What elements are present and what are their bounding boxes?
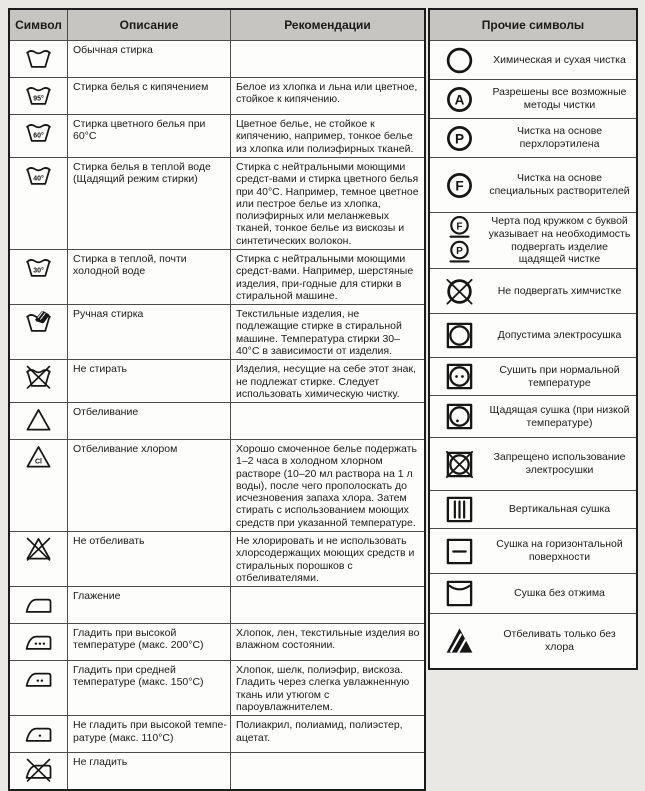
- recommendation-text: Хлопок, лен, текстильные изделия во влажном состоянии.: [236, 627, 420, 652]
- description-text: Гладить при высокой температуре (макс. 200°C): [73, 627, 204, 652]
- other-symbol-row: [430, 361, 636, 392]
- other-symbol-row: [430, 578, 636, 609]
- symbol-cell: [9, 403, 68, 440]
- table-row: [9, 158, 425, 250]
- other-symbol-row: [430, 123, 636, 154]
- other-symbol-row: [430, 449, 636, 480]
- other-symbol-cell: [430, 625, 488, 656]
- recommendation-cell: [231, 661, 426, 716]
- recommendation-text: Текстильные изделия, не подлежащие стирке в стиральной машине. Температура стирки 30–40°C в зависимости от изделия.: [236, 308, 402, 357]
- table-row: [429, 213, 637, 269]
- other-symbol-row: [430, 84, 636, 115]
- care-symbols-table: [8, 8, 426, 791]
- other-symbol-row: [430, 625, 636, 656]
- svg-text:P: P: [455, 246, 463, 257]
- description-cell: [68, 661, 231, 716]
- description-text: Отбеливание: [73, 406, 139, 419]
- recommendation-cell: [231, 532, 426, 587]
- description-text: Гладить при средней температуре (макс. 150°C): [73, 664, 204, 689]
- description-cell: [68, 41, 231, 78]
- table-row: [9, 41, 425, 78]
- iron-low-icon: [20, 719, 57, 747]
- symbol-cell: [9, 249, 68, 304]
- other-symbol-cell: [430, 449, 488, 480]
- column-header-description: Описание: [68, 9, 231, 41]
- table-row: [429, 396, 637, 438]
- other-symbol-row: [430, 320, 636, 351]
- recommendation-text: Стирка с нейтральными моющими средст-вами. Например, шерстяные изделия, при-годные для стирки в стиральной машине.: [236, 252, 414, 302]
- recommendation-cell: [231, 305, 426, 360]
- wash-tub-95-icon: [20, 81, 57, 109]
- symbol-cell: [9, 41, 68, 78]
- other-symbol-label: Не подвергать химчистке: [497, 284, 622, 297]
- do-not-tumble-dry-icon: [444, 449, 475, 480]
- table-row: [429, 314, 637, 358]
- table-row: [9, 753, 425, 791]
- other-symbol-row: [430, 401, 636, 432]
- recommendation-text: Стирка с нейтральными моющими средст-вами и стирка цветного белья при 40°C. Например, темное цветное или пестрое белье из хлопка, полиэфирных или меланжевых тканей, тонкое белье из вискозы и синтетических волокон.: [236, 161, 419, 247]
- symbol-cell: [9, 532, 68, 587]
- table-row: [429, 41, 637, 80]
- recommendation-cell: [231, 249, 426, 304]
- recommendation-cell: [231, 158, 426, 250]
- other-symbols-table: [428, 8, 638, 670]
- other-symbol-cell: [430, 123, 488, 154]
- description-cell: [68, 440, 231, 532]
- other-symbol-row: [430, 45, 636, 76]
- tumble-dry-allowed-icon: [444, 320, 475, 351]
- iron-icon: [20, 590, 57, 618]
- description-cell: [68, 249, 231, 304]
- column-header-symbol: Символ: [9, 9, 68, 41]
- other-symbol-cell: [430, 361, 488, 392]
- recommendation-text: Изделия, несущие на себе этот знак, не подлежат стирке. Следует использовать химическую чистку.: [236, 363, 416, 400]
- description-cell: [68, 158, 231, 250]
- other-symbol-label: Сушить при нормальной температуре: [499, 363, 620, 389]
- table-row: [429, 438, 637, 491]
- other-symbol-row: [430, 214, 636, 267]
- table-row: [9, 249, 425, 304]
- other-symbol-label: Сушка на горизонтальной поверхности: [496, 538, 623, 563]
- recommendation-text: Хлопок, шелк, полиэфир, вискоза. Гладить через слегка увлажненную ткань или утюгом с пароувлажнителем.: [236, 664, 410, 713]
- description-text: Не отбеливать: [73, 535, 145, 548]
- table-row: [429, 574, 637, 614]
- other-symbol-cell: [430, 84, 488, 115]
- other-symbol-label: Отбеливать только без хлора: [503, 628, 616, 653]
- column-header-other-symbols: Прочие символы: [429, 9, 637, 41]
- recommendation-text: Хорошо смоченное белье подержать 1–2 часа в холодном хлорном растворе (10–20 мл раствора на 1 л воды), после чего прополоскать до исчезновения запаха хлора. Затем стирать с использованием моющих средств при указанной температуре.: [236, 443, 417, 529]
- svg-text:F: F: [455, 221, 463, 233]
- recommendation-text: Не хлорировать и не использовать хлорсодержащих моющих средств и стиральных порошков с отбеливателями.: [236, 535, 415, 584]
- svg-text:95°: 95°: [33, 95, 44, 103]
- table-row: [9, 305, 425, 360]
- wash-tub-icon: [20, 44, 57, 72]
- symbol-cell: [9, 661, 68, 716]
- symbol-cell: [9, 440, 68, 532]
- description-cell: [68, 403, 231, 440]
- description-text: Отбеливание хлором: [73, 443, 178, 456]
- iron-high-icon: [20, 627, 57, 655]
- wash-tub-60-icon: [20, 118, 57, 146]
- other-symbol-label: Химическая и сухая чистка: [493, 53, 626, 66]
- table-row: [429, 358, 637, 396]
- other-symbol-cell: [430, 494, 488, 525]
- symbol-cell: [9, 360, 68, 403]
- do-not-bleach-icon: [20, 535, 57, 563]
- recommendation-text: Полиакрил, полиамид, полиэстер, ацетат.: [236, 719, 403, 744]
- description-cell: [68, 78, 231, 115]
- symbol-cell: [9, 624, 68, 661]
- dry-flat-icon: [444, 536, 475, 567]
- recommendation-text: Цветное белье, не стойкое к кипячению, например, тонкое белье из хлопка или полиэфирных тканей.: [236, 118, 414, 155]
- recommendation-cell: [231, 78, 426, 115]
- table-row: [429, 269, 637, 314]
- svg-text:60°: 60°: [33, 132, 44, 140]
- tumble-dry-normal-icon: [444, 361, 475, 392]
- description-text: Стирка белья в теплой воде (Щадящий режим стирки): [73, 161, 211, 186]
- svg-text:Cl: Cl: [35, 458, 42, 466]
- column-header-recommendations: Рекомендации: [231, 9, 426, 41]
- other-symbol-cell: [430, 578, 488, 609]
- other-symbol-label: Вертикальная сушка: [508, 503, 611, 516]
- description-text: Стирка цветного белья при 60°C: [73, 118, 206, 143]
- table-row: [9, 440, 425, 532]
- hand-wash-icon: [20, 308, 57, 336]
- drip-dry-icon: [444, 578, 475, 609]
- table-row: [429, 614, 637, 669]
- recommendation-cell: [231, 360, 426, 403]
- do-not-wash-icon: [20, 363, 57, 391]
- other-symbol-cell: [430, 401, 488, 432]
- bleach-icon: [20, 406, 57, 434]
- recommendation-text: Белое из хлопка и льна или цветное, стойкое к кипячению.: [236, 81, 418, 106]
- svg-text:F: F: [454, 178, 464, 194]
- table-row: [9, 403, 425, 440]
- description-cell: [68, 624, 231, 661]
- other-symbol-label: Разрешены все возможные методы чистки: [492, 86, 627, 111]
- svg-text:30°: 30°: [33, 267, 44, 275]
- description-cell: [68, 587, 231, 624]
- symbol-cell: [9, 753, 68, 791]
- table-row: [9, 360, 425, 403]
- symbol-cell: [9, 305, 68, 360]
- description-cell: [68, 753, 231, 791]
- other-symbol-label: Чистка на основе специальных растворителей: [489, 172, 630, 197]
- table-header-row: [9, 9, 425, 41]
- other-symbol-row: [430, 170, 636, 201]
- symbol-cell: [9, 587, 68, 624]
- tumble-dry-low-icon: [444, 401, 475, 432]
- table-header-row: [429, 9, 637, 41]
- symbol-cell: [9, 716, 68, 753]
- table-row: [9, 624, 425, 661]
- other-symbol-label: Щадящая сушка (при низкой температуре): [489, 403, 630, 429]
- iron-medium-icon: [20, 664, 57, 692]
- description-cell: [68, 360, 231, 403]
- table-row: [9, 115, 425, 158]
- description-text: Глажение: [73, 590, 121, 603]
- recommendation-cell: [231, 587, 426, 624]
- description-text: Стирка в теплой, почти холодной воде: [73, 252, 187, 278]
- other-symbol-cell: [430, 276, 488, 307]
- recommendation-cell: [231, 753, 426, 791]
- table-row: [9, 78, 425, 115]
- table-row: [9, 716, 425, 753]
- svg-text:P: P: [454, 131, 464, 147]
- line-dry-icon: [444, 494, 475, 525]
- table-row: [429, 80, 637, 119]
- other-symbol-cell: [430, 320, 488, 351]
- chlorine-bleach-icon: [20, 443, 57, 471]
- description-cell: [68, 115, 231, 158]
- table-row: [429, 529, 637, 574]
- recommendation-cell: [231, 716, 426, 753]
- other-symbol-row: [430, 276, 636, 307]
- dry-clean-any-icon: [444, 84, 475, 115]
- description-text: Не гладить при высокой темпе-ратуре (макс. 110°C): [73, 719, 227, 744]
- description-text: Не стирать: [73, 363, 127, 376]
- table-row: [429, 158, 637, 213]
- svg-text:40°: 40°: [33, 175, 44, 183]
- table-row: [429, 119, 637, 158]
- table-row: [429, 491, 637, 529]
- dry-clean-p-icon: [444, 123, 475, 154]
- svg-text:A: A: [454, 92, 464, 108]
- recommendation-cell: [231, 440, 426, 532]
- other-symbol-label: Запрещено использование электросушки: [493, 451, 626, 476]
- description-text: Обычная стирка: [73, 44, 153, 56]
- other-symbol-cell: [430, 45, 488, 76]
- other-symbol-cell: [430, 214, 488, 267]
- dry-clean-icon: [444, 45, 475, 76]
- other-symbol-row: [430, 536, 636, 567]
- dry-clean-f-icon: [444, 170, 475, 201]
- other-symbol-label: Чистка на основе перхлорэтилена: [516, 125, 603, 150]
- dry-clean-gentle-fp-icon: [446, 214, 473, 267]
- recommendation-cell: [231, 624, 426, 661]
- table-row: [9, 532, 425, 587]
- table-row: [9, 587, 425, 624]
- recommendation-cell: [231, 41, 426, 78]
- recommendation-cell: [231, 403, 426, 440]
- description-cell: [68, 716, 231, 753]
- description-cell: [68, 305, 231, 360]
- other-symbol-label: Сушка без отжима: [514, 587, 605, 600]
- symbol-cell: [9, 158, 68, 250]
- other-symbol-label: Черта под кружком с буквой указывает на необходимость подвергать изделие щадящей чистке: [488, 215, 631, 266]
- do-not-dry-clean-icon: [444, 276, 475, 307]
- do-not-iron-icon: [20, 756, 57, 784]
- other-symbol-row: [430, 494, 636, 525]
- recommendation-cell: [231, 115, 426, 158]
- description-cell: [68, 532, 231, 587]
- wash-tub-30-icon: [20, 253, 57, 281]
- description-text: Стирка белья с кипячением: [73, 81, 209, 93]
- other-symbol-cell: [430, 170, 488, 201]
- other-symbol-label: Допустима электросушка: [497, 329, 622, 342]
- symbol-cell: [9, 78, 68, 115]
- symbol-cell: [9, 115, 68, 158]
- wash-tub-40-icon: [20, 161, 57, 189]
- description-text: Не гладить: [73, 756, 128, 769]
- non-chlorine-bleach-icon: [444, 625, 475, 656]
- table-row: [9, 661, 425, 716]
- other-symbol-cell: [430, 536, 488, 567]
- description-text: Ручная стирка: [73, 308, 144, 321]
